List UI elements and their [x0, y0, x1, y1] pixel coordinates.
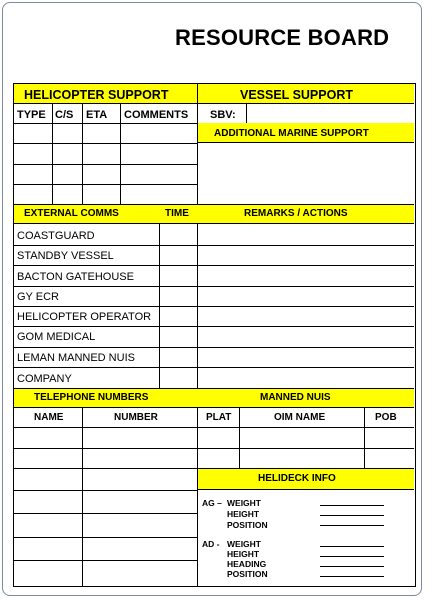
helideck-heading: HELIDECK INFO	[258, 473, 336, 484]
ad-heading: HEADING	[227, 559, 267, 569]
ad-height: HEIGHT	[227, 549, 260, 559]
ad-position: POSITION	[227, 569, 268, 579]
additional-marine-heading: ADDITIONAL MARINE SUPPORT	[214, 128, 369, 139]
board-grid	[13, 83, 416, 587]
heli-col-eta: ETA	[86, 109, 108, 121]
tel-col-name: NAME	[34, 412, 64, 423]
comms-row-heli-operator: HELICOPTER OPERATOR	[17, 311, 152, 323]
ag-position: POSITION	[227, 520, 268, 530]
heli-col-cs: C/S	[55, 109, 74, 121]
tel-col-number: NUMBER	[114, 412, 158, 423]
comms-row-coastguard: COASTGUARD	[17, 230, 95, 242]
ad-prefix: AD -	[202, 539, 220, 549]
comms-row-leman: LEMAN MANNED NUIS	[17, 352, 135, 364]
heli-col-comments: COMMENTS	[124, 109, 189, 121]
time-heading: TIME	[165, 208, 189, 219]
telephone-heading: TELEPHONE NUMBERS	[34, 392, 149, 403]
sbv-label: SBV:	[210, 109, 236, 121]
helicopter-support-heading: HELICOPTER SUPPORT	[24, 88, 169, 102]
ag-prefix: AG –	[202, 498, 222, 508]
heli-col-type: TYPE	[17, 109, 46, 121]
vessel-support-heading: VESSEL SUPPORT	[240, 88, 353, 102]
ad-weight: WEIGHT	[227, 539, 261, 549]
remarks-heading: REMARKS / ACTIONS	[244, 208, 348, 219]
comms-row-company: COMPANY	[17, 373, 72, 385]
ag-weight: WEIGHT	[227, 498, 261, 508]
comms-heading: EXTERNAL COMMS	[24, 208, 119, 219]
manned-col-pob: POB	[375, 412, 397, 423]
ag-height: HEIGHT	[227, 509, 260, 519]
comms-row-standby-vessel: STANDBY VESSEL	[17, 250, 114, 262]
manned-col-oim-name: OIM NAME	[274, 412, 326, 423]
comms-row-gy-ecr: GY ECR	[17, 291, 59, 303]
page-title: RESOURCE BOARD	[175, 25, 390, 50]
comms-row-bacton: BACTON GATEHOUSE	[17, 271, 134, 283]
manned-col-plat: PLAT	[206, 412, 232, 423]
comms-row-gom-medical: GOM MEDICAL	[17, 331, 96, 343]
manned-heading: MANNED NUIS	[260, 392, 331, 403]
resource-board-card	[2, 2, 422, 596]
